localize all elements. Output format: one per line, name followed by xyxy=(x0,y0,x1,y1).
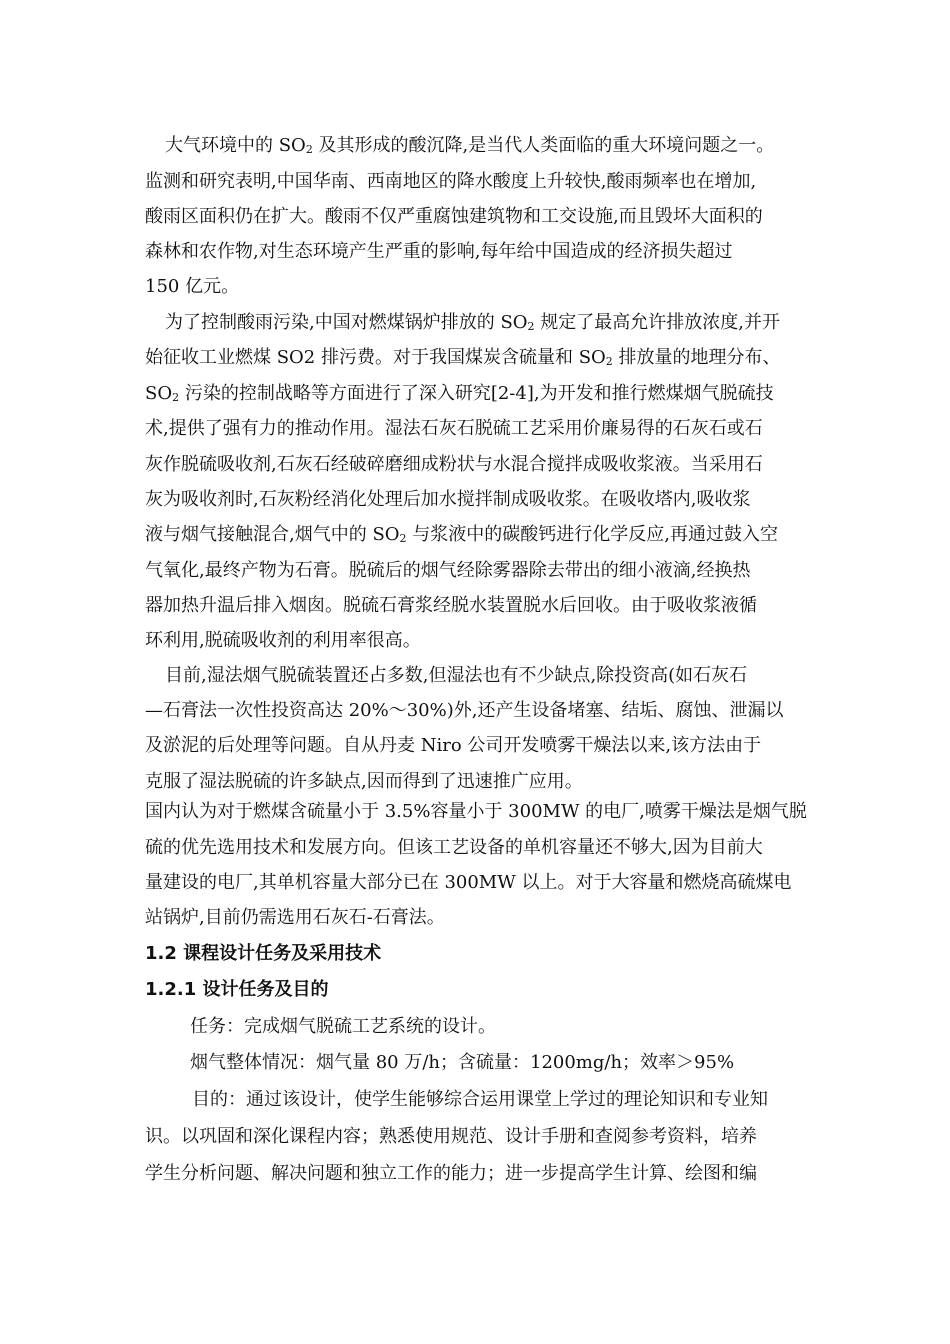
paragraph2-line-4: 术,提供了强有力的推动作用。湿法石灰石脱硫工艺采用价廉易得的石灰石或石 xyxy=(145,418,763,439)
paragraph4-line-2: 硫的优先选用技术和发展方向。但该工艺设备的单机容量还不够大,因为目前大 xyxy=(145,837,763,858)
paragraph4-line-1: 国内认为对于燃煤含硫量小于 3.5%容量小于 300MW 的电厂,喷雾干燥法是烟气脱 xyxy=(145,801,807,822)
paragraph2-line-8: 气氧化,最终产物为石膏。脱硫后的烟气经除雾器除去带出的细小液滴,经换热 xyxy=(145,560,751,581)
paragraph2-line-6: 灰为吸收剂时,石灰粉经消化处理后加水搅拌制成吸收浆。在吸收塔内,吸收浆 xyxy=(145,489,751,510)
paragraph3-line-3: 及淤泥的后处理等问题。自从丹麦 Niro 公司开发喷雾干燥法以来,该方法由于 xyxy=(145,735,762,756)
paragraph2-line-3: $SO_2$ 污染的控制战略等方面进行了深入研究[2-4],为开发和推行燃煤烟气脱硫技 xyxy=(145,383,774,404)
paragraph1-line-2: 监测和研究表明,中国华南、西南地区的降水酸度上升较快,酸雨频率也在增加, xyxy=(145,171,757,192)
paragraph4-line-3: 量建设的电厂,其单机容量大部分已在 300MW 以上。对于大容量和燃烧高硫煤电 xyxy=(145,872,792,893)
purpose-line-1: 目的：通过该设计，使学生能够综合运用课堂上学过的理论知识和专业知 xyxy=(192,1089,768,1110)
paragraph1-line-4: 森林和农作物,对生态环境产生严重的影响,每年给中国造成的经济损失超过 xyxy=(145,241,733,262)
paragraph3-line-2: —石膏法一次性投资高达 20%～30%)外,还产生设备堵塞、结垢、腐蚀、泄漏以 xyxy=(145,700,784,721)
paragraph3-line-1: 目前,湿法烟气脱硫装置还占多数,但湿法也有不少缺点,除投资高(如石灰石 xyxy=(165,665,748,686)
paragraph2-line-9: 器加热升温后排入烟囱。脱硫石膏浆经脱水装置脱水后回收。由于吸收浆液循 xyxy=(145,595,757,616)
paragraph1-line-3: 酸雨区面积仍在扩大。酸雨不仅严重腐蚀建筑物和工交设施,而且毁坏大面积的 xyxy=(145,206,763,227)
paragraph2-line-1: 为了控制酸雨污染,中国对燃煤锅炉排放的 $SO_2$ 规定了最高允许排放浓度,并开 xyxy=(165,312,780,333)
paragraph2-line-2: 始征收工业燃煤 SO2 排污费。对于我国煤炭含硫量和 $SO_2$ 排放量的地理分布、 xyxy=(145,347,781,368)
task-line: 任务：完成烟气脱硫工艺系统的设计。 xyxy=(190,1016,496,1037)
flue-gas-line: 烟气整体情况：烟气量 80 万/h；含硫量：1200mg/h；效率＞95% xyxy=(190,1052,735,1073)
paragraph2-line-7: 液与烟气接触混合,烟气中的 $SO_2$ 与浆液中的碳酸钙进行化学反应,再通过鼓入空 xyxy=(145,524,778,545)
paragraph2-line-10: 环利用,脱硫吸收剂的利用率很高。 xyxy=(145,630,421,651)
paragraph1-line-5: 150 亿元。 xyxy=(145,276,240,297)
section-heading-1-2-1: 1.2.1 设计任务及目的 xyxy=(145,979,329,1000)
paragraph1-line-1: 大气环境中的 $SO_2$ 及其形成的酸沉降,是当代人类面临的重大环境问题之一。 xyxy=(165,135,775,156)
paragraph3-line-4: 克服了湿法脱硫的许多缺点,因而得到了迅速推广应用。 xyxy=(145,771,583,792)
section-heading-1-2: 1.2 课程设计任务及采用技术 xyxy=(145,943,382,964)
purpose-line-2: 识。以巩固和深化课程内容；熟悉使用规范、设计手册和查阅参考资料，培养 xyxy=(145,1126,757,1147)
paragraph4-line-4: 站锅炉,目前仍需选用石灰石-石膏法。 xyxy=(145,907,445,928)
paragraph2-line-5: 灰作脱硫吸收剂,石灰石经破碎磨细成粉状与水混合搅拌成吸收浆液。当采用石 xyxy=(145,454,763,475)
purpose-line-3: 学生分析问题、解决问题和独立工作的能力；进一步提高学生计算、绘图和编 xyxy=(145,1163,757,1184)
